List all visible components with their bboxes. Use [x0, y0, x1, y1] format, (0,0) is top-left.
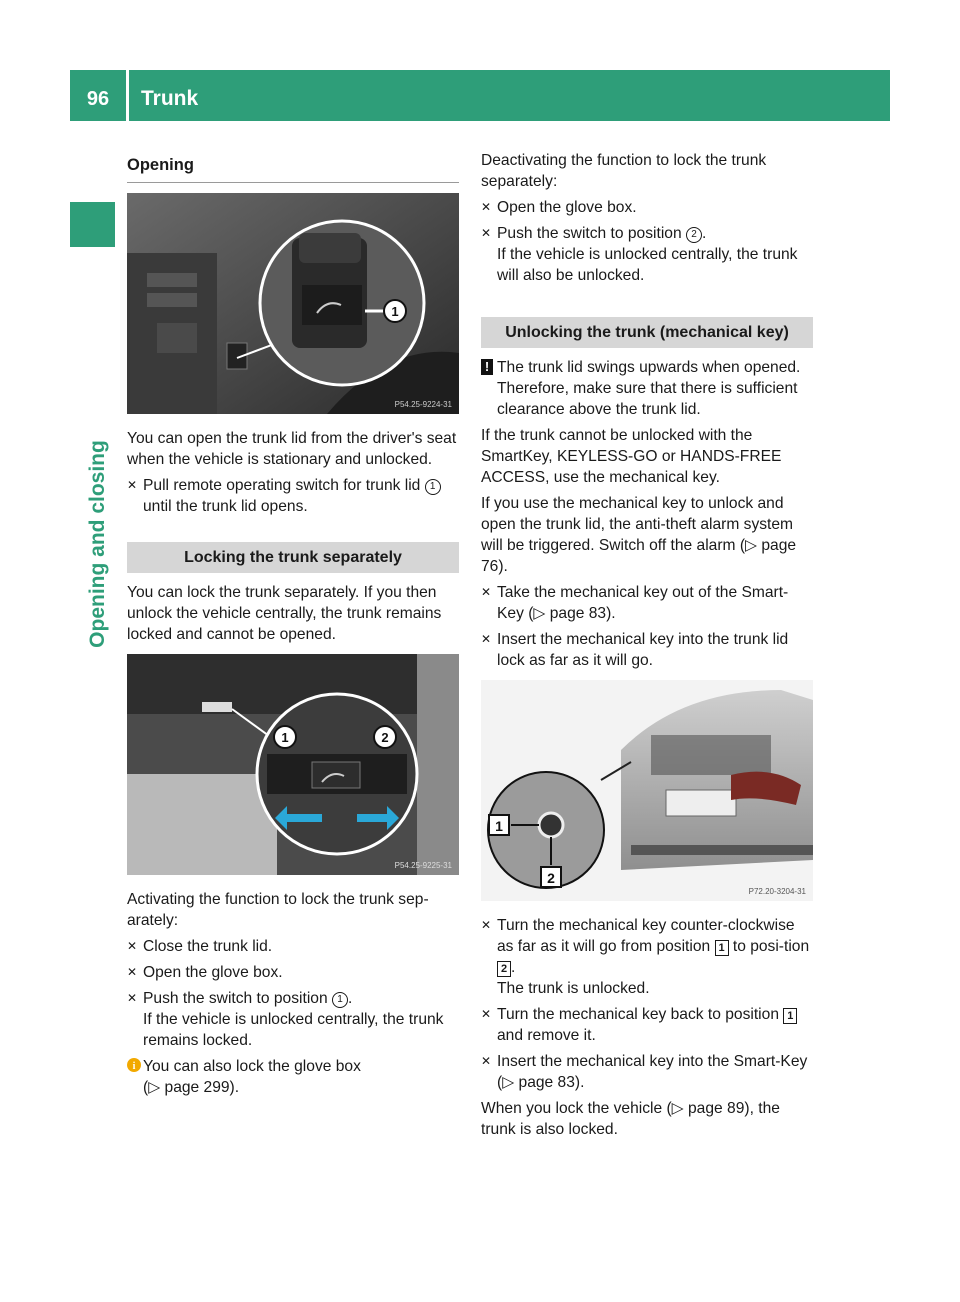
act-step-2 [127, 962, 459, 983]
mech-step-4 [481, 1004, 813, 1046]
step-text: . [511, 959, 516, 976]
act-step-3 [127, 988, 459, 1051]
step-text: Insert the mechanical key into the Smart-Key (▷ page 83). [497, 1053, 808, 1091]
step-arrow-icon: ✕ [127, 939, 138, 953]
mechanical-key-heading: Unlocking the trunk (mechanical key) [481, 317, 813, 348]
trunk-switch-photo [127, 193, 459, 414]
step-text: and remove it. [497, 1027, 596, 1044]
callout-1: 1 [281, 730, 289, 745]
opening-heading: Opening [127, 155, 459, 183]
warning-note [481, 357, 813, 420]
position-ref: 1 [783, 1008, 797, 1024]
info-note [127, 1056, 459, 1098]
step-text: Open the glove box. [497, 199, 637, 216]
deact-step-1 [481, 197, 813, 218]
callout-2: 2 [381, 730, 389, 745]
chapter-marker [70, 202, 115, 247]
warning-icon: ! [481, 359, 493, 375]
figure-code: P72.20-3204-31 [748, 887, 806, 896]
warning-text: The trunk lid swings upwards when opened. Therefore, make sure that there is sufficient clearance above the trunk lid. [497, 359, 801, 418]
act-step-1 [127, 936, 459, 957]
step-text: Insert the mechanical key into the trunk lid lock as far as it will go. [497, 631, 789, 669]
svg-text:i: i [132, 1061, 136, 1072]
step-arrow-icon: ✕ [127, 965, 138, 979]
step-arrow-icon: ✕ [481, 1054, 492, 1068]
step-text: Close the trunk lid. [143, 938, 273, 955]
left-column [127, 150, 459, 1103]
callout-1: 1 [391, 304, 399, 319]
step-text: Open the glove box. [143, 964, 283, 981]
step-text: Turn the mechanical key back to position [497, 1006, 784, 1023]
step-text: . [347, 990, 353, 1007]
step-text: Push the switch to position [143, 990, 332, 1007]
info-text: You can also lock the glove box [143, 1058, 361, 1075]
step-arrow-icon: ✕ [481, 200, 492, 214]
mech-step-5 [481, 1051, 813, 1093]
step-text: . [701, 225, 707, 242]
step-arrow-icon: ✕ [127, 478, 138, 492]
mech-text-1: If the trunk cannot be unlocked with the SmartKey, KEYLESS-GO or HANDS-FREE ACCESS, use the mechanical key. [481, 427, 782, 486]
deactivating-text: Deactivating the function to lock the trunk separately: [481, 152, 767, 190]
step-arrow-icon: ✕ [481, 585, 492, 599]
step-text: Turn the mechanical key counter-clockwise as far as it will go from position [497, 917, 795, 955]
position-ref: 1 [715, 940, 729, 956]
info-icon [127, 1058, 141, 1072]
deact-step-2 [481, 223, 813, 286]
opening-text: You can open the trunk lid from the driver's seat when the vehicle is stationary and unlocked. [127, 430, 457, 468]
step-text: to posi-tion [728, 938, 810, 955]
step-result: If the vehicle is unlocked centrally, the trunk remains locked. [143, 1011, 444, 1049]
figure-code: P54.25-9225-31 [394, 861, 452, 870]
step-arrow-icon: ✕ [127, 991, 138, 1005]
locking-text: You can lock the trunk separately. If you then unlock the vehicle centrally, the trunk remains locked and cannot be opened. [127, 584, 442, 643]
page-number: 96 [86, 88, 110, 110]
mech-text-2: If you use the mechanical key to unlock and open the trunk lid, the anti-theft alarm system will be triggered. Switch off the alarm (▷ page 76). [481, 495, 797, 575]
step-arrow-icon: ✕ [481, 1007, 492, 1021]
step-result: If the vehicle is unlocked centrally, the trunk will also be unlocked. [497, 246, 798, 284]
chapter-title: Opening and closing [86, 440, 109, 648]
trunk-lock-photo [481, 680, 813, 901]
step-arrow-icon: ✕ [481, 632, 492, 646]
callout-2: 2 [547, 870, 555, 886]
activating-text: Activating the function to lock the trunk sep-arately: [127, 891, 429, 929]
position-ref: 2 [497, 961, 511, 977]
step-result: The trunk is unlocked. [497, 980, 650, 997]
step-arrow-icon: ✕ [481, 918, 492, 932]
page-reference: (▷ page 299). [143, 1079, 240, 1096]
glove-box-photo [127, 654, 459, 875]
figure-code: P54.25-9224-31 [394, 400, 452, 409]
callout-1: 1 [495, 818, 503, 834]
step-text: Pull remote operating switch for trunk lid [143, 477, 425, 494]
mech-step-3 [481, 915, 813, 999]
locking-heading: Locking the trunk separately [127, 542, 459, 573]
right-column [481, 150, 813, 1145]
mech-step-2 [481, 629, 813, 671]
position-ref: 1 [332, 992, 348, 1008]
step-text: Take the mechanical key out of the Smart-Key (▷ page 83). [497, 584, 789, 622]
opening-step [127, 475, 459, 517]
step-text: until the trunk lid opens. [143, 498, 308, 515]
closing-text: When you lock the vehicle (▷ page 89), the trunk is also locked. [481, 1100, 780, 1138]
mech-step-1 [481, 582, 813, 624]
header-divider [126, 70, 129, 121]
step-text: Push the switch to position [497, 225, 686, 242]
step-arrow-icon: ✕ [481, 226, 492, 240]
position-ref: 1 [425, 479, 441, 495]
position-ref: 2 [686, 227, 702, 243]
section-title: Trunk [141, 87, 199, 110]
